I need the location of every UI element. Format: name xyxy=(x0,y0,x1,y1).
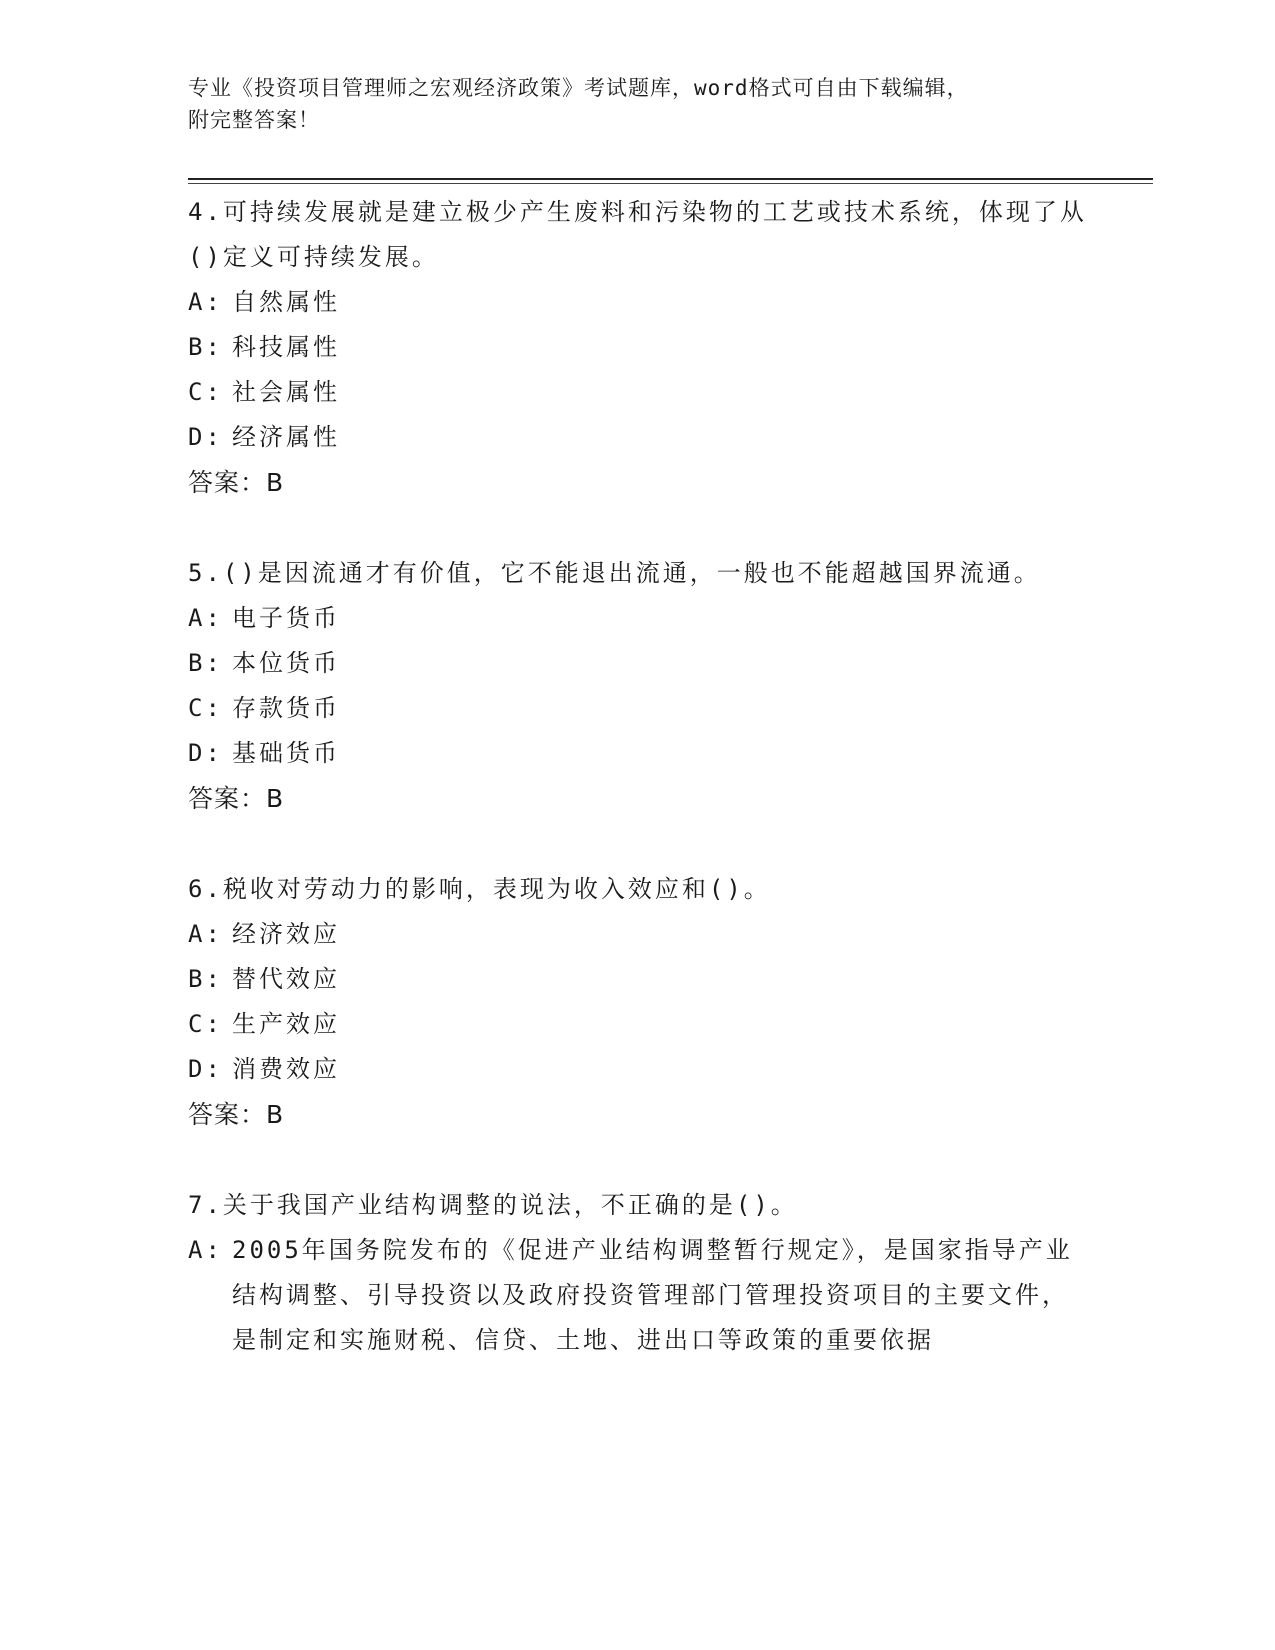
question-text: 4.可持续发展就是建立极少产生废料和污染物的工艺或技术系统，体现了从()定义可持续发展。 xyxy=(188,198,1087,271)
option-letter: A: xyxy=(188,604,223,632)
document-header xyxy=(188,72,1068,136)
option-text: 自然属性 xyxy=(232,288,340,316)
option-letter: A: xyxy=(188,1236,223,1264)
option-c xyxy=(188,686,1088,731)
option-text: 经济效应 xyxy=(232,920,340,948)
option-a xyxy=(188,596,1088,641)
option-d xyxy=(188,415,1088,460)
option-text: 存款货币 xyxy=(232,694,340,722)
option-b xyxy=(188,957,1088,1002)
question-6 xyxy=(188,867,1088,1137)
option-text: 本位货币 xyxy=(232,649,340,677)
option-letter: C: xyxy=(188,1010,223,1038)
option-d xyxy=(188,1047,1088,1092)
option-b xyxy=(188,325,1088,370)
header-divider-thick xyxy=(188,178,1153,180)
option-a xyxy=(188,912,1088,957)
option-letter: A: xyxy=(188,288,223,316)
question-text: 5.()是因流通才有价值，它不能退出流通，一般也不能超越国界流通。 xyxy=(188,559,1041,587)
option-letter: D: xyxy=(188,739,223,767)
option-letter: B: xyxy=(188,649,223,677)
option-letter: C: xyxy=(188,694,223,722)
question-text: 7.关于我国产业结构调整的说法，不正确的是()。 xyxy=(188,1191,798,1219)
option-c xyxy=(188,370,1088,415)
option-d xyxy=(188,731,1088,776)
question-5 xyxy=(188,551,1088,821)
question-4 xyxy=(188,190,1088,505)
option-letter: D: xyxy=(188,423,223,451)
answer-line: 答案：B xyxy=(188,784,285,813)
option-text: 消费效应 xyxy=(232,1055,340,1083)
option-text: 经济属性 xyxy=(232,423,340,451)
option-a xyxy=(188,1228,1088,1363)
option-letter: D: xyxy=(188,1055,223,1083)
option-letter: A: xyxy=(188,920,223,948)
option-text: 科技属性 xyxy=(232,333,340,361)
option-text: 替代效应 xyxy=(232,965,340,993)
option-text: 电子货币 xyxy=(232,604,340,632)
header-line-2: 附完整答案！ xyxy=(188,108,320,132)
option-text: 基础货币 xyxy=(232,739,340,767)
option-b xyxy=(188,641,1088,686)
option-letter: B: xyxy=(188,965,223,993)
answer-line: 答案：B xyxy=(188,468,285,497)
option-a xyxy=(188,280,1088,325)
option-c xyxy=(188,1002,1088,1047)
option-text: 生产效应 xyxy=(232,1010,340,1038)
option-letter: C: xyxy=(188,378,223,406)
option-letter: B: xyxy=(188,333,223,361)
question-7 xyxy=(188,1183,1088,1363)
question-list xyxy=(188,190,1088,1409)
header-divider-thin xyxy=(188,183,1153,184)
answer-line: 答案：B xyxy=(188,1100,285,1129)
header-line-1: 专业《投资项目管理师之宏观经济政策》考试题库，word格式可自由下载编辑， xyxy=(188,76,969,100)
option-text: 2005年国务院发布的《促进产业结构调整暂行规定》，是国家指导产业结构调整、引导投资以及政府投资管理部门管理投资项目的主要文件，是制定和实施财税、信贷、土地、进出口等政策的重要依据 xyxy=(232,1236,1073,1354)
option-text: 社会属性 xyxy=(232,378,340,406)
question-text: 6.税收对劳动力的影响，表现为收入效应和()。 xyxy=(188,875,771,903)
